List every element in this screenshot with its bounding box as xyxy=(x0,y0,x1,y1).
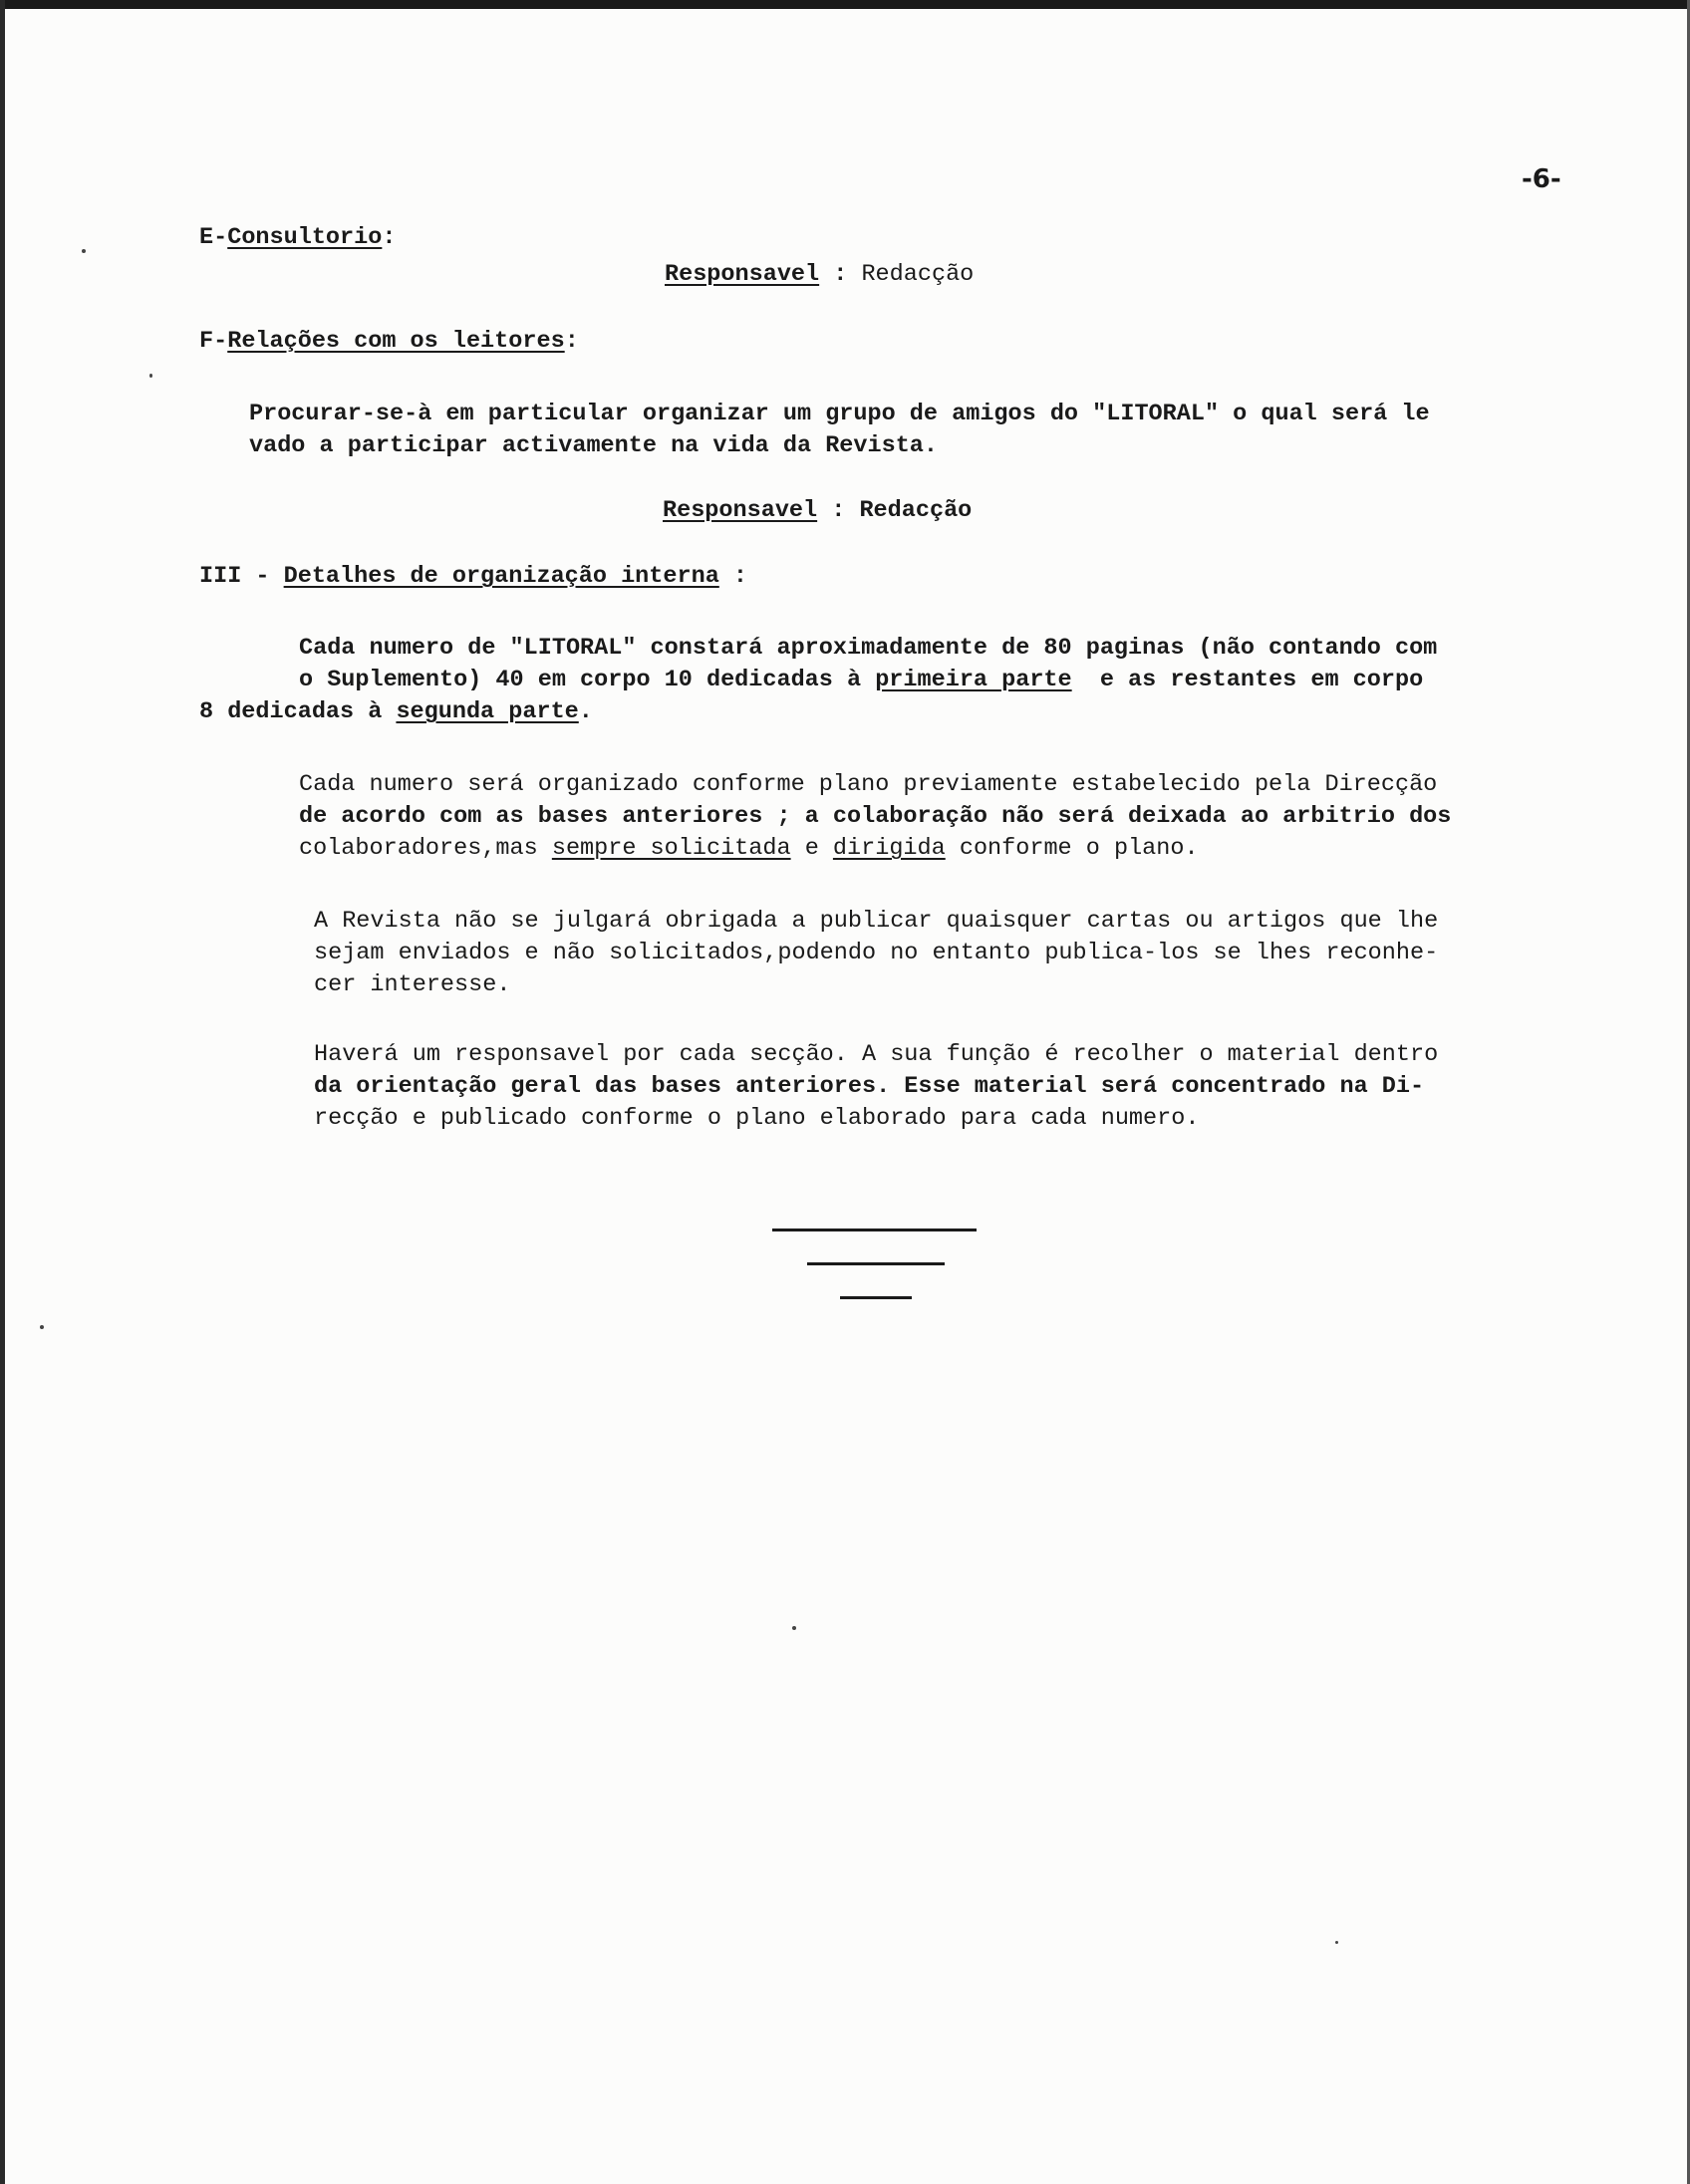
scan-speck xyxy=(792,1626,796,1630)
p4-line: Haverá um responsavel por cada secção. A sua função é recolher o material dentro xyxy=(314,1041,1439,1068)
section-iii-heading xyxy=(199,561,747,592)
p1-line xyxy=(199,696,593,727)
p3-line: A Revista não se julgará obrigada a publicar quaisquer cartas ou artigos que lhe xyxy=(314,908,1439,935)
section-f-responsible-label: Responsavel xyxy=(663,497,818,524)
scan-speck xyxy=(149,374,152,378)
p2-line xyxy=(299,833,1199,864)
scan-speck xyxy=(82,249,86,253)
closing-rule-bottom xyxy=(840,1296,912,1299)
p3-line: cer interesse. xyxy=(314,971,511,998)
scan-top-border xyxy=(0,0,1690,9)
p2-line: Cada numero será organizado conforme plano previamente estabelecido pela Direcção xyxy=(299,771,1438,798)
scan-speck xyxy=(40,1325,44,1329)
scan-speck xyxy=(1335,1941,1338,1944)
section-f-body-line: Procurar-se-à em particular organizar um grupo de amigos do "LITORAL" o qual será le xyxy=(249,401,1430,427)
p2-l3-underlined-2: dirigida xyxy=(832,835,946,862)
p2-l3-underlined-1: sempre solicitada xyxy=(551,835,791,862)
p2-l3-tail: conforme o plano. xyxy=(945,835,1199,862)
section-iii-prefix: III - xyxy=(199,563,284,590)
scan-left-border xyxy=(0,0,5,2184)
section-f-responsible-value: Redacção xyxy=(859,497,973,524)
page-number: -6- xyxy=(1522,164,1561,194)
closing-rule-middle xyxy=(807,1262,945,1265)
p1-line: Cada numero de "LITORAL" constará aproximadamente de 80 paginas (não contando com xyxy=(299,635,1438,662)
section-f-responsible-sep: : xyxy=(817,497,860,524)
p4-line: recção e publicado conforme o plano elaborado para cada numero. xyxy=(314,1105,1200,1132)
closing-rule-top xyxy=(772,1228,977,1231)
p1-l3-text: 8 dedicadas à xyxy=(199,698,397,725)
section-iii-suffix: : xyxy=(718,563,748,590)
p2-line: de acordo com as bases anteriores ; a colaboração não será deixada ao arbitrio dos xyxy=(299,803,1452,830)
p1-l2-underlined: primeira parte xyxy=(875,667,1072,693)
p3-line: sejam enviados e não solicitados,podendo no entanto publica-los se lhes reconhe- xyxy=(314,940,1439,966)
section-e-title: Consultorio xyxy=(227,224,383,251)
section-f-suffix: : xyxy=(564,328,579,355)
section-e-responsible-label: Responsavel xyxy=(665,261,820,288)
section-e-prefix: E- xyxy=(199,224,228,251)
p4-line: da orientação geral das bases anteriores. Esse material será concentrado na Di- xyxy=(314,1073,1425,1100)
section-f-body-line: vado a participar activamente na vida da Revista. xyxy=(249,432,939,459)
section-f-heading xyxy=(199,326,579,357)
section-e-suffix: : xyxy=(382,224,397,251)
section-e-heading xyxy=(199,222,396,253)
section-f-prefix: F- xyxy=(199,328,228,355)
p2-l3-mid: e xyxy=(790,835,833,862)
section-e-responsible-value: Redacção xyxy=(861,261,975,288)
p1-l2-tail: e as restantes em corpo xyxy=(1071,667,1424,693)
p1-l3-underlined: segunda parte xyxy=(396,698,579,725)
section-iii-title: Detalhes de organização interna xyxy=(283,563,719,590)
section-e-responsible xyxy=(665,259,974,290)
p1-l2-text: o Suplemento) 40 em corpo 10 dedicadas à xyxy=(299,667,876,693)
p1-l3-tail: . xyxy=(578,698,593,725)
section-f-responsible xyxy=(663,495,972,526)
p2-l3-text: colaboradores,mas xyxy=(299,835,552,862)
p1-line xyxy=(299,665,1423,695)
section-f-title: Relações com os leitores xyxy=(227,328,565,355)
section-e-responsible-sep: : xyxy=(819,261,862,288)
